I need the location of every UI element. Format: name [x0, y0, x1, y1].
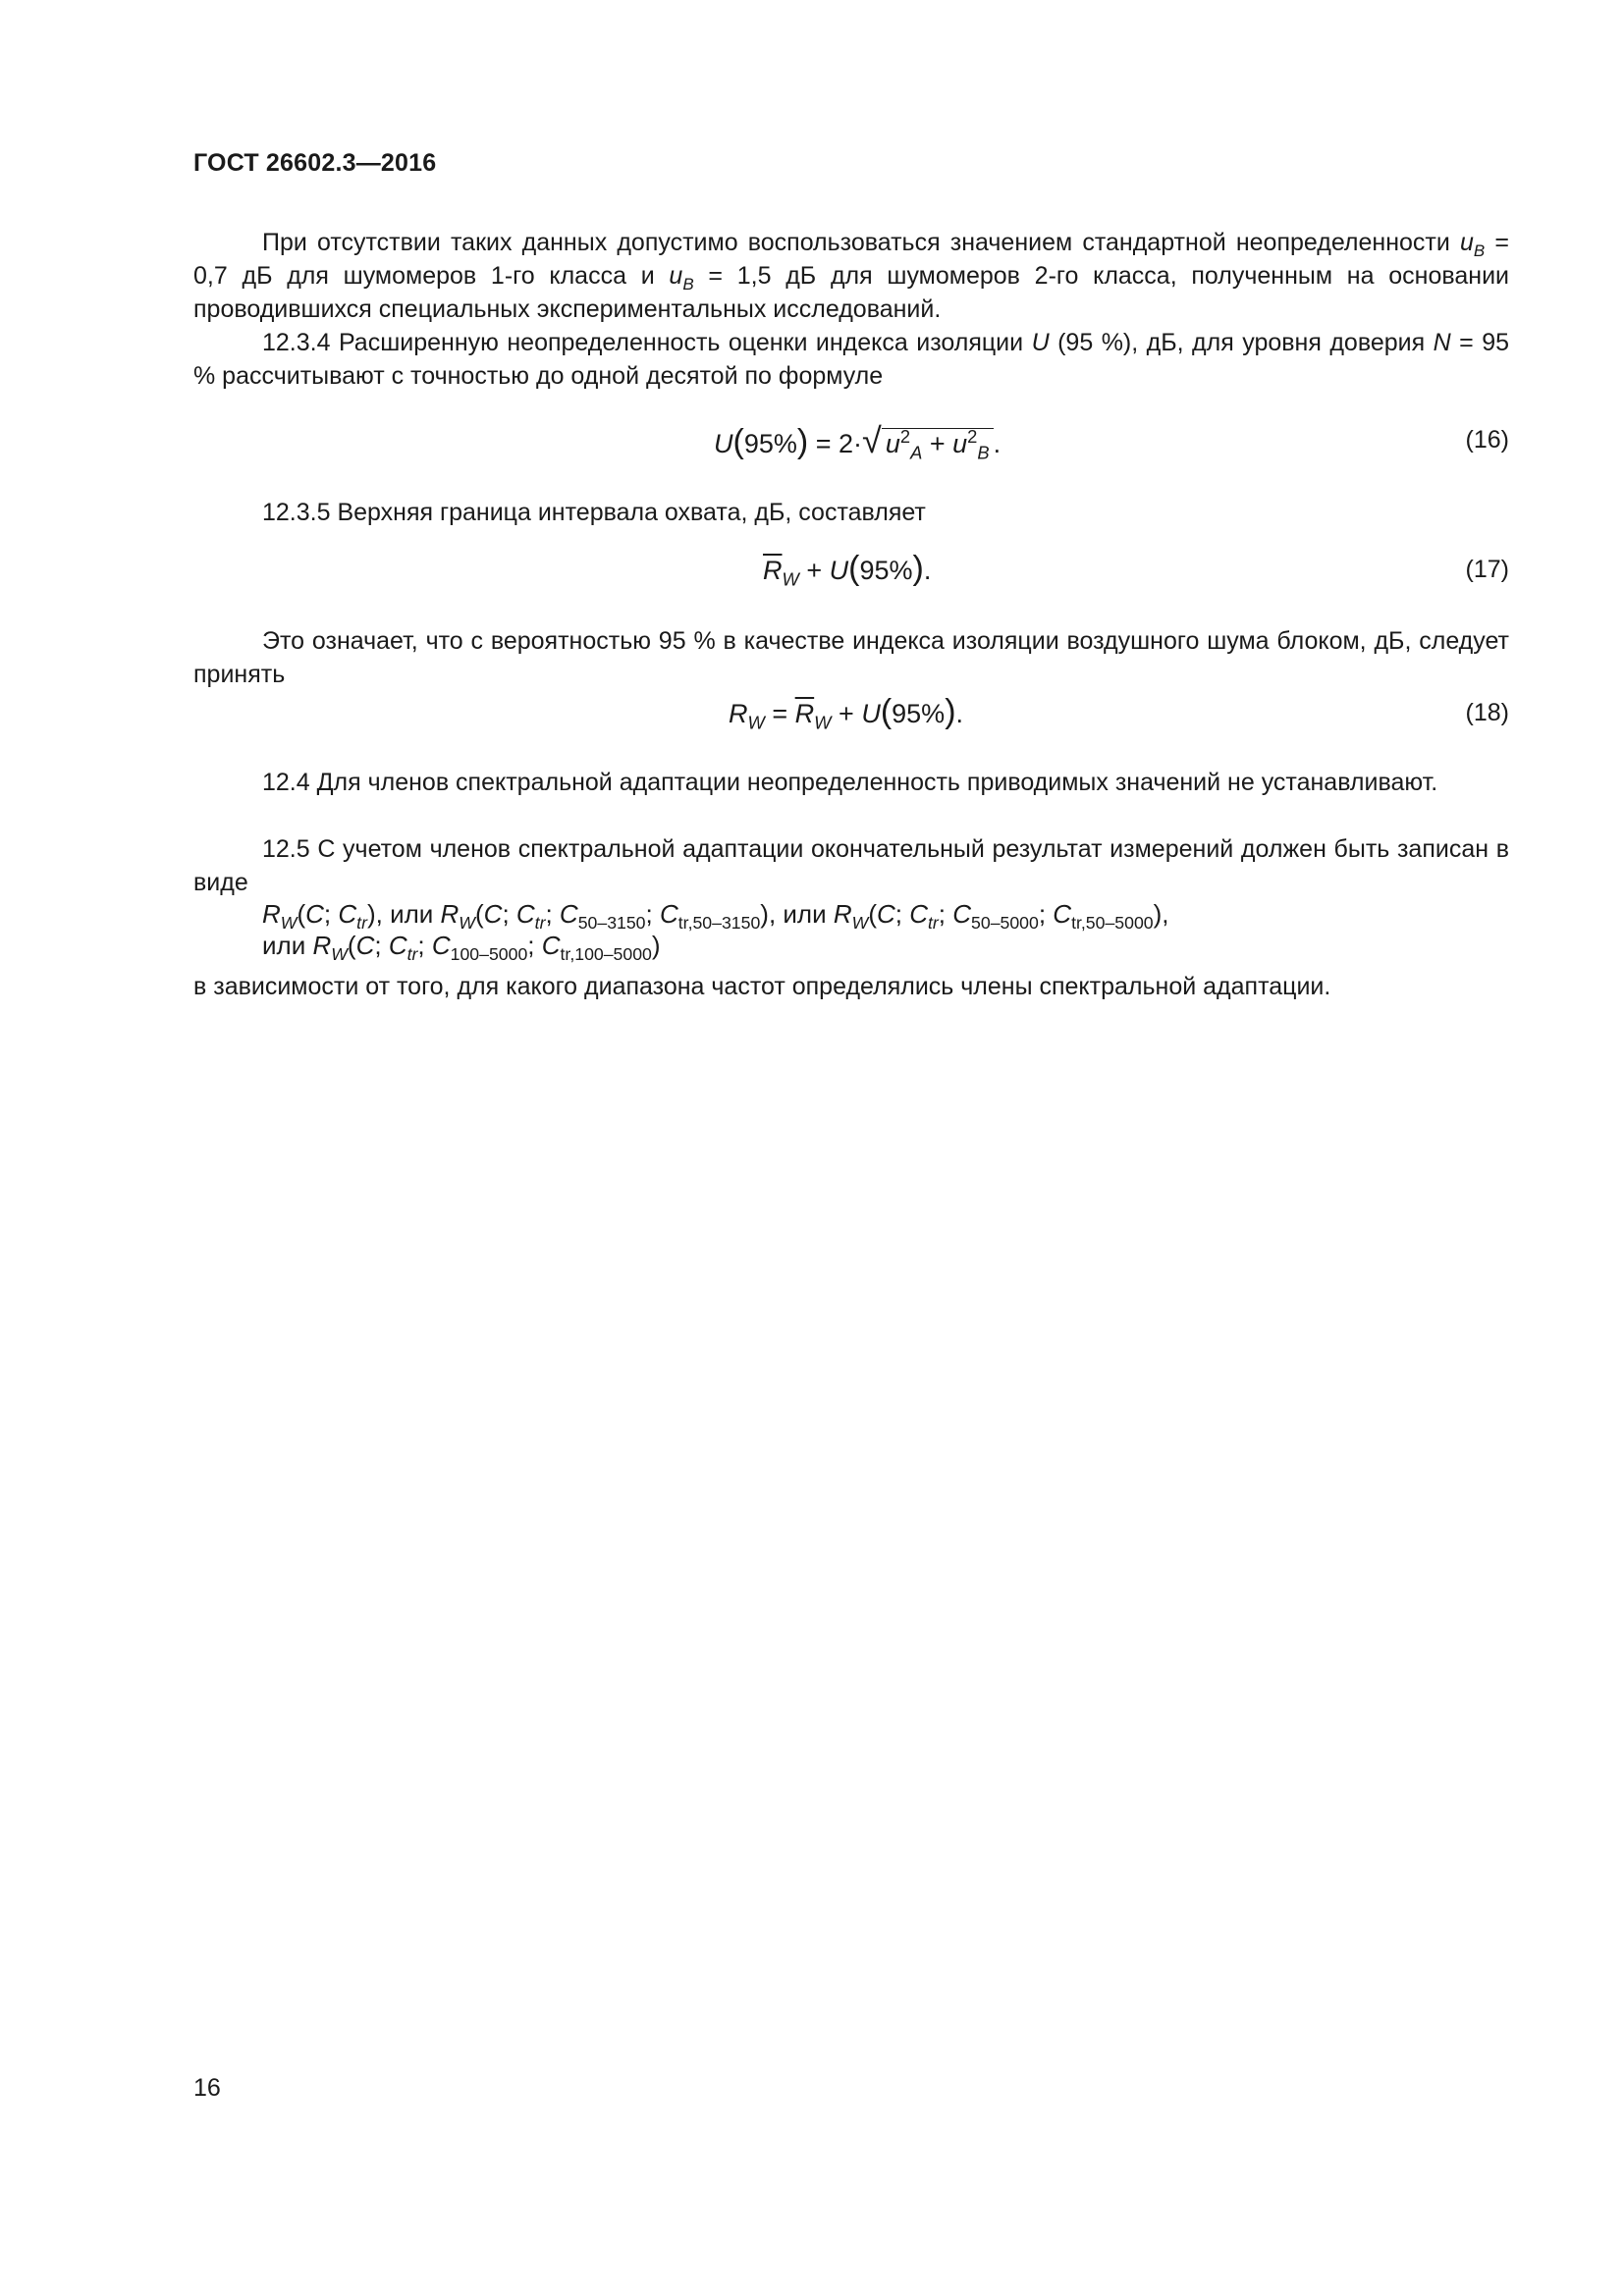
equation-number-17: (17)	[1465, 556, 1509, 583]
formula-16: U(95%) = 2·√ $u^2_A + u^2_B$ .	[714, 420, 1001, 463]
formula-17-row	[193, 550, 1509, 599]
equation-number-16: (16)	[1465, 426, 1509, 454]
formula-18: $R_W = \overline{R}_W + U(95\%)$.	[729, 693, 964, 733]
paragraph-conclusion: Это означает, что с вероятностью 95 % в качестве индекса изоляции воздушного шума блоком, дБ, следует принять	[193, 627, 1509, 688]
paragraph-standard-uncertainty: При отсутствии таких данных допустимо воспользоваться значением стандартной неопределенности $u_B = 0,7$ дБ для шумомеров 1-го класса и $u_B = 1,5$ дБ для шумомеров 2-го класса, полученным на основании проводившихся специальных экспериментальных исследований.	[193, 229, 1509, 323]
paragraph-frequency-range: в зависимости от того, для какого диапазона частот определялись члены спектральной адаптации.	[193, 973, 1331, 1000]
formula-16-row	[193, 420, 1509, 469]
paragraph-12-5: 12.5 С учетом членов спектральной адаптации окончательный результат измерений должен быть записан в виде	[193, 835, 1509, 896]
equation-number-18: (18)	[1465, 699, 1509, 726]
expression-line-2: или $R_W(C$; $C_{tr}$; $C_{100-5000}$; $C_{tr,100-5000}$)	[262, 931, 661, 965]
formula-17: $\overline{R}_W + U(95\%)$.	[763, 550, 932, 590]
document-header: ГОСТ 26602.3—2016	[193, 149, 437, 177]
paragraph-12-3-5: 12.3.5 Верхняя граница интервала охвата, дБ, составляет	[262, 499, 926, 526]
page-number: 16	[193, 2074, 221, 2102]
paragraph-12-3-4: 12.3.4 Расширенную неопределенность оценки индекса изоляции U (95 %), дБ, для уровня доверия N = 95 % рассчитывают с точностью до одной десятой по формуле	[193, 329, 1509, 390]
formula-18-row	[193, 693, 1509, 742]
expression-line-1: $R_W(C$; $C_{tr}$), или $R_W(C$; $C_{tr}$; $C_{50-3150}$; $C_{tr,50-3150}$), или $R_W(C$; $C_{tr}$; $C_{50-5000}$; $C_{tr,50-5000}$),	[262, 899, 1169, 934]
radicand: $u^2_A + u^2_B$	[882, 428, 994, 458]
paragraph-12-4: 12.4 Для членов спектральной адаптации неопределенность приводимых значений не устанавливают.	[262, 769, 1438, 796]
sqrt-symbol: √	[862, 420, 882, 460]
